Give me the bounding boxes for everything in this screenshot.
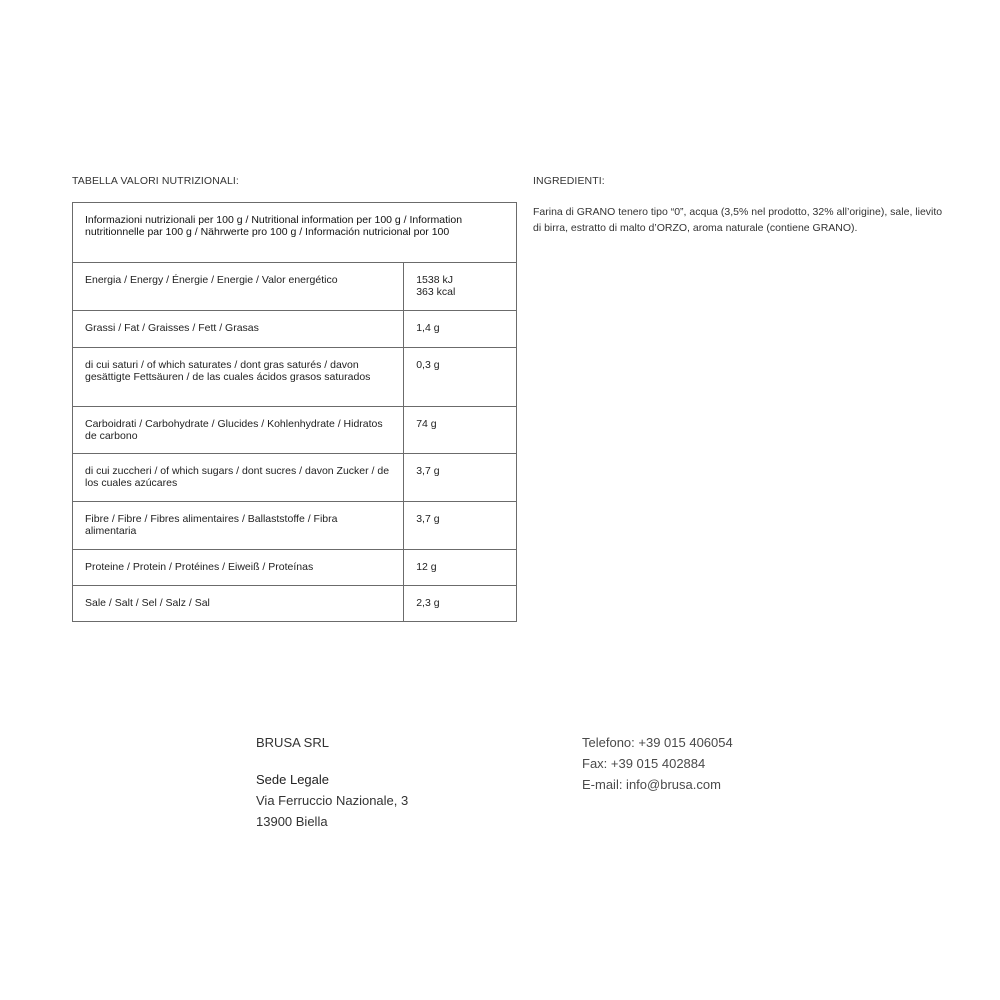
nutrient-label-cell <box>73 348 404 407</box>
nutrient-label-cell <box>73 263 404 311</box>
nutrition-header-text: Informazioni nutrizionali per 100 g / Nutritional information per 100 g / Information nutritionnelle par 100 g / Nährwerte pro 100 g / Información nutricional por 100 <box>85 214 463 238</box>
nutrient-value-cell <box>404 586 517 622</box>
ingredients-title: INGREDIENTI: <box>533 175 605 187</box>
nutrient-value-fibre: 3,7 g <box>416 513 440 525</box>
nutrient-label-sugars: di cui zuccheri / of which sugars / dont sucres / davon Zucker / de los cuales azúcares <box>85 465 390 489</box>
ingredients-text: Farina di GRANO tenero tipo “0”, acqua (3,5% nel prodotto, 32% all’origine), sale, lievito di birra, estratto di malto d’ORZO, aroma naturale (contiene GRANO). <box>533 206 943 234</box>
nutrient-label-cell <box>73 502 404 550</box>
table-row <box>73 311 517 348</box>
company-name: BRUSA SRL <box>256 735 329 750</box>
nutrient-value-salt: 2,3 g <box>416 597 440 609</box>
nutrient-label-fibre: Fibre / Fibre / Fibres alimentaires / Ballaststoffe / Fibra alimentaria <box>85 513 338 537</box>
nutrient-label-cell <box>73 454 404 502</box>
nutrient-value-cell <box>404 348 517 407</box>
nutrient-value-cell <box>404 311 517 348</box>
address-street: Via Ferruccio Nazionale, 3 <box>256 793 409 808</box>
nutrient-label-saturates: di cui saturi / of which saturates / dont gras saturés / davon gesättigte Fettsäuren / de las cuales ácidos grasos saturados <box>85 359 371 383</box>
table-row <box>73 407 517 454</box>
table-row <box>73 550 517 586</box>
nutrient-value-cell <box>404 502 517 550</box>
nutrient-label-cell <box>73 550 404 586</box>
nutrient-value-carbohydrate: 74 g <box>416 418 437 430</box>
legal-office-title: Sede Legale <box>256 772 330 787</box>
address-city: 13900 Biella <box>256 814 328 829</box>
nutrient-value-saturates: 0,3 g <box>416 359 440 371</box>
contact-fax: Fax: +39 015 402884 <box>582 756 706 771</box>
nutrient-value-protein: 12 g <box>416 561 437 573</box>
nutrient-label-energy: Energia / Energy / Énergie / Energie / Valor energético <box>85 274 338 286</box>
table-row <box>73 263 517 311</box>
nutrient-value-cell <box>404 454 517 502</box>
nutrient-label-cell <box>73 586 404 622</box>
nutrition-header-row <box>73 203 517 263</box>
footer-spacer <box>256 753 408 769</box>
nutrient-value-energy: 1538 kJ 363 kcal <box>416 274 456 298</box>
company-address-block <box>256 732 408 832</box>
nutrition-table <box>72 202 517 622</box>
table-row <box>73 348 517 407</box>
nutrient-label-salt: Sale / Salt / Sel / Salz / Sal <box>85 597 210 609</box>
nutrient-label-protein: Proteine / Protein / Protéines / Eiweiß / Proteínas <box>85 561 314 573</box>
nutrient-value-fat: 1,4 g <box>416 322 440 334</box>
contact-phone: Telefono: +39 015 406054 <box>582 735 733 750</box>
nutrient-value-cell <box>404 263 517 311</box>
company-contact-block <box>582 732 733 795</box>
nutrient-label-cell <box>73 311 404 348</box>
nutrition-table-title: TABELLA VALORI NUTRIZIONALI: <box>72 175 239 187</box>
nutrient-label-carbohydrate: Carboidrati / Carbohydrate / Glucides / Kohlenhydrate / Hidratos de carbono <box>85 418 383 442</box>
nutrient-label-cell <box>73 407 404 454</box>
table-row <box>73 454 517 502</box>
table-row <box>73 586 517 622</box>
table-row <box>73 502 517 550</box>
nutrient-value-cell <box>404 550 517 586</box>
contact-email: E-mail: info@brusa.com <box>582 777 721 792</box>
nutrient-value-sugars: 3,7 g <box>416 465 440 477</box>
nutrition-header-cell <box>73 203 517 263</box>
nutrient-value-cell <box>404 407 517 454</box>
nutrient-label-fat: Grassi / Fat / Graisses / Fett / Grasas <box>85 322 259 334</box>
